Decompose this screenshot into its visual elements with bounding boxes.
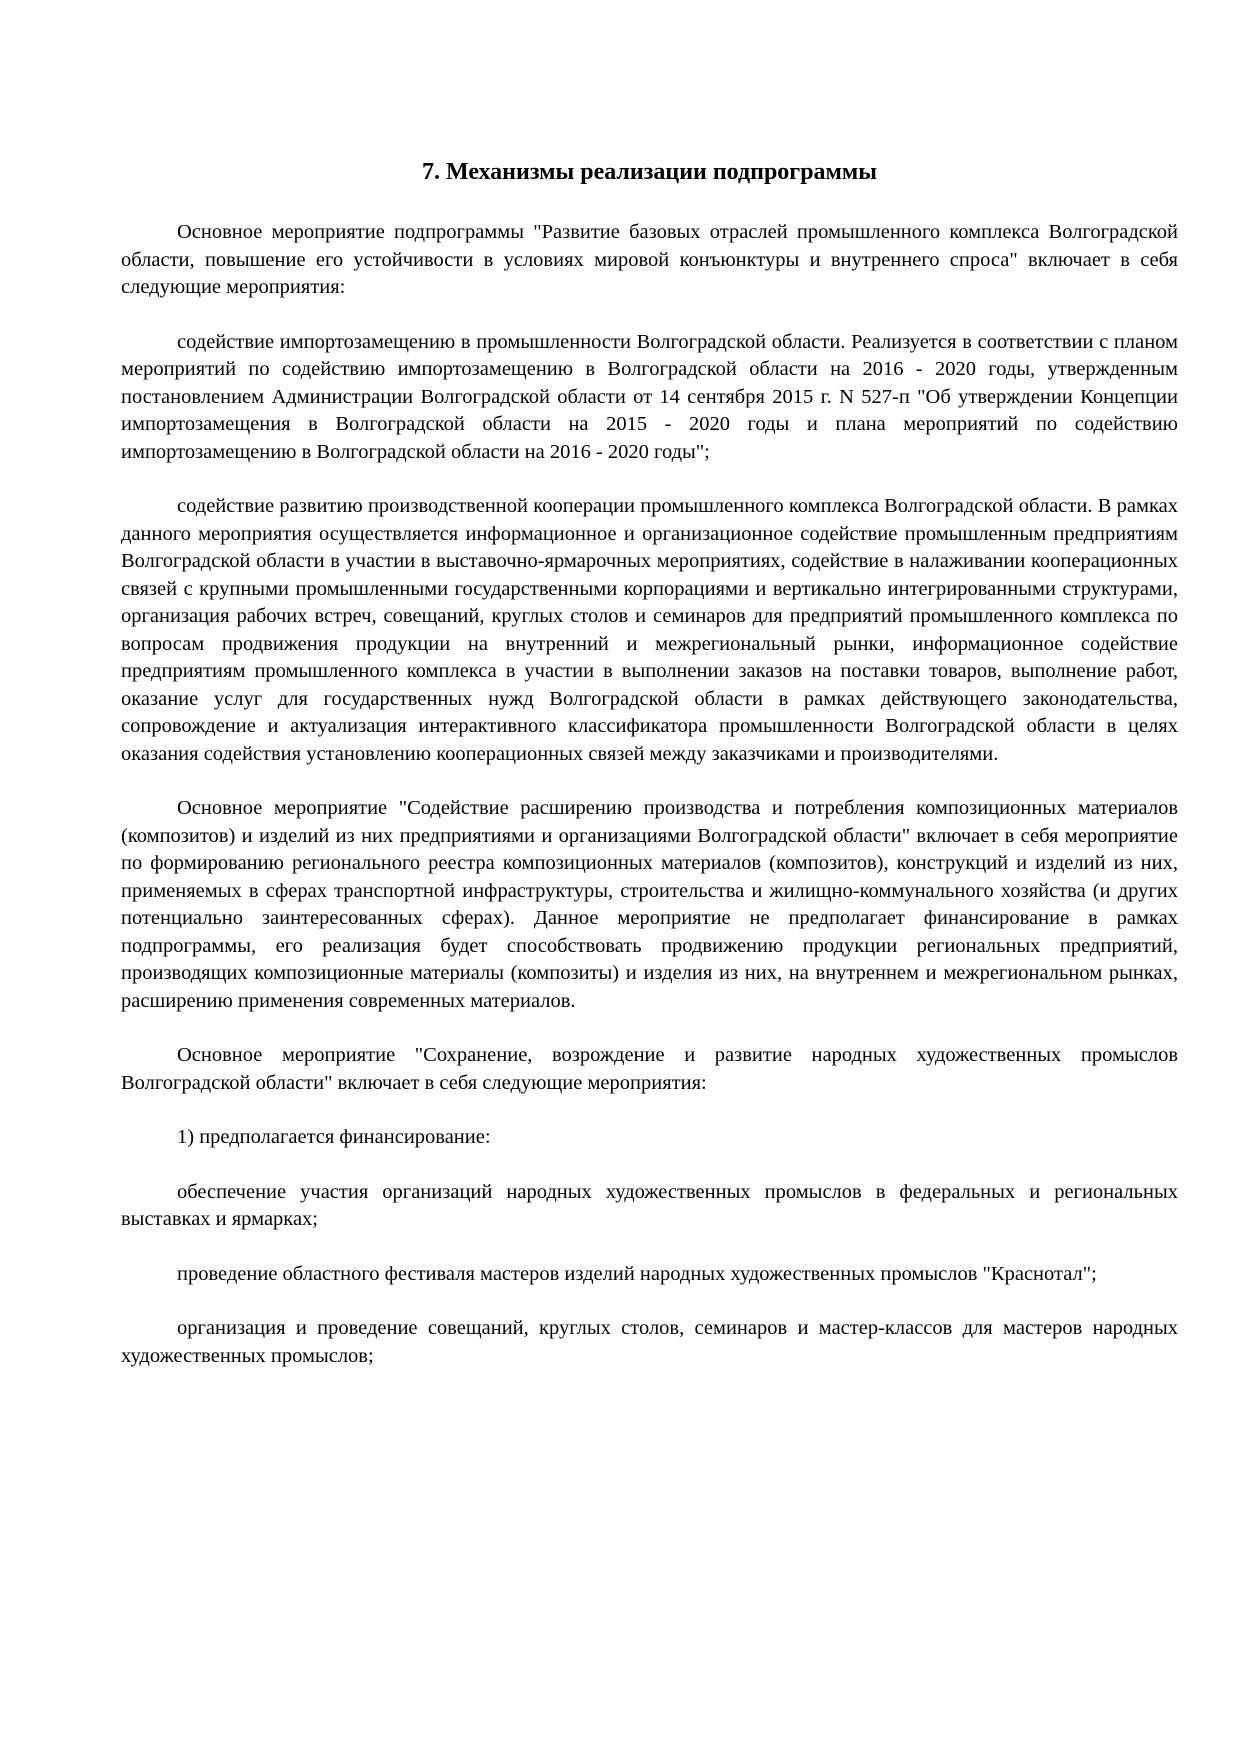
- paragraph: организация и проведение совещаний, круглых столов, семинаров и мастер-классов для мастеров народных художественных промыслов;: [121, 1317, 1178, 1367]
- paragraph: содействие развитию производственной кооперации промышленного комплекса Волгоградской области. В рамках данного мероприятия осуществляется информационное и организационное содействие промышленным предприятиям Волгоградской области в участии в выставочно-ярмарочных мероприятиях, содействие в налаживании кооперационных связей с крупными промышленными государственными корпорациями и вертикально интегрированными структурами, организация рабочих встреч, совещаний, круглых столов и семинаров для предприятий промышленного комплекса по вопросам продвижения продукции на внутренний и межрегиональный рынки, информационное содействие предприятиям промышленного комплекса в участии в выполнении заказов на поставки товаров, выполнение работ, оказание услуг для государственных нужд Волгоградской области в рамках действующего законодательства, сопровождение и актуализация интерактивного классификатора промышленности Волгоградской области в целях оказания содействия установлению кооперационных связей между заказчиками и производителями.: [121, 495, 1178, 765]
- paragraph: содействие импортозамещению в промышленности Волгоградской области. Реализуется в соответствии с планом мероприятий по содействию импортозамещению в Волгоградской области на 2016 - 2020 годы, утвержденным постановлением Администрации Волгоградской области от 14 сентября 2015 г. N 527-п "Об утверждении Концепции импортозамещения в Волгоградской области на 2015 - 2020 годы и плана мероприятий по содействию импортозамещению в Волгоградской области на 2016 - 2020 годы";: [121, 330, 1178, 463]
- section-title: 7. Механизмы реализации подпрограммы: [421, 159, 877, 185]
- paragraph: обеспечение участия организаций народных художественных промыслов в федеральных и региональных выставках и ярмарках;: [121, 1180, 1178, 1230]
- paragraph: Основное мероприятие подпрограммы "Развитие базовых отраслей промышленного комплекса Волгоградской области, повышение его устойчивости в условиях мировой конъюнктуры и внутреннего спроса" включает в себя следующие мероприятия:: [121, 221, 1178, 298]
- paragraph: Основное мероприятие "Сохранение, возрождение и развитие народных художественных промыслов Волгоградской области" включает в себя следующие мероприятия:: [121, 1044, 1178, 1094]
- document-page: [121, 155, 1178, 1397]
- paragraph: проведение областного фестиваля мастеров изделий народных художественных промыслов "Краснотал";: [177, 1262, 1097, 1285]
- paragraph: Основное мероприятие "Содействие расширению производства и потребления композиционных материалов (композитов) и изделий из них предприятиями и организациями Волгоградской области" включает в себя мероприятие по формированию регионального реестра композиционных материалов (композитов), конструкций и изделий из них, применяемых в сферах транспортной инфраструктуры, строительства и жилищно-коммунального хозяйства (и других потенциально заинтересованных сферах). Данное мероприятие не предполагает финансирование в рамках подпрограммы, его реализация будет способствовать продвижению продукции региональных предприятий, производящих композиционные материалы (композиты) и изделия из них, на внутреннем и межрегиональном рынках, расширению применения современных материалов.: [121, 797, 1178, 1012]
- paragraph: 1) предполагается финансирование:: [177, 1126, 491, 1148]
